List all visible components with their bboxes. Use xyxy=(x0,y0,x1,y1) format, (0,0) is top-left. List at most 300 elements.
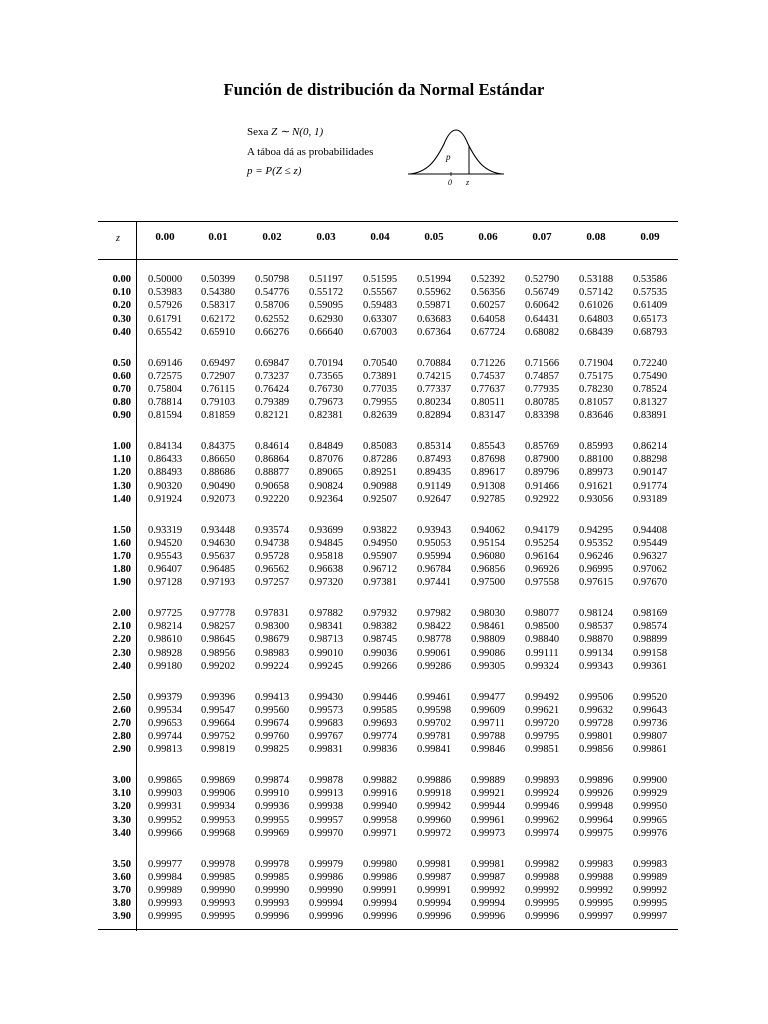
probability-cell: 0.91924 xyxy=(147,493,183,505)
probability-cell: 0.99841 xyxy=(416,744,452,756)
probability-cell: 0.80511 xyxy=(471,397,505,409)
probability-cell: 0.81594 xyxy=(147,410,183,422)
row-z-value: 2.10 xyxy=(112,621,131,633)
probability-cell: 0.96562 xyxy=(254,564,290,576)
probability-cell: 0.53586 xyxy=(632,274,668,285)
bell-curve xyxy=(410,130,502,174)
column-header: 0.02 xyxy=(262,231,282,243)
probability-cell: 0.77637 xyxy=(470,383,506,395)
row-z-value: 3.60 xyxy=(112,871,131,883)
row-z-value: 0.20 xyxy=(112,300,131,312)
probability-cell: 0.99971 xyxy=(362,827,398,839)
probability-cell: 0.92647 xyxy=(416,493,452,505)
probability-cell: 0.99940 xyxy=(362,801,398,813)
probability-cell: 0.98257 xyxy=(200,621,236,633)
probability-cell: 0.57926 xyxy=(147,300,183,312)
probability-cell: 0.99993 xyxy=(200,898,236,910)
probability-cell: 0.64431 xyxy=(524,313,560,325)
probability-cell: 0.99900 xyxy=(632,775,668,786)
probability-cell: 0.79955 xyxy=(362,397,398,409)
probability-cell: 0.99767 xyxy=(308,731,344,743)
probability-cell: 0.95818 xyxy=(308,550,344,562)
probability-cell: 0.97441 xyxy=(416,577,452,589)
probability-cell: 0.54380 xyxy=(200,287,236,299)
probability-cell: 0.98169 xyxy=(632,608,668,619)
probability-cell: 0.69146 xyxy=(147,357,183,369)
probability-cell: 0.50399 xyxy=(200,274,236,285)
intro-line-1-prefix: Sexa xyxy=(247,126,272,138)
probability-cell: 0.96995 xyxy=(578,564,614,576)
probability-cell: 0.99573 xyxy=(308,704,344,716)
probability-cell: 0.84375 xyxy=(200,441,236,452)
probability-cell: 0.96080 xyxy=(470,550,506,562)
probability-cell: 0.99916 xyxy=(362,788,398,800)
table-row xyxy=(0,466,768,479)
probability-cell: 0.93822 xyxy=(362,524,398,536)
probability-cell: 0.68439 xyxy=(578,326,614,338)
probability-cell: 0.99921 xyxy=(470,788,506,800)
probability-cell: 0.91621 xyxy=(578,480,614,492)
table-row xyxy=(0,691,768,704)
row-z-value: 3.70 xyxy=(112,884,131,896)
probability-cell: 0.99961 xyxy=(470,814,506,826)
probability-cell: 0.70194 xyxy=(308,357,344,369)
probability-cell: 0.84849 xyxy=(308,441,344,452)
probability-cell: 0.84614 xyxy=(254,441,290,452)
probability-cell: 0.98610 xyxy=(147,634,183,646)
probability-cell: 0.97725 xyxy=(147,608,183,619)
probability-cell: 0.87076 xyxy=(308,454,344,466)
probability-cell: 0.70884 xyxy=(416,357,452,369)
probability-cell: 0.97982 xyxy=(416,608,452,619)
probability-cell: 0.56749 xyxy=(524,287,560,299)
probability-cell: 0.99886 xyxy=(416,775,452,786)
probability-cell: 0.80785 xyxy=(524,397,560,409)
table-row xyxy=(0,871,768,884)
probability-cell: 0.99836 xyxy=(362,744,398,756)
probability-cell: 0.99560 xyxy=(254,704,290,716)
probability-cell: 0.99991 xyxy=(416,884,452,896)
probability-cell: 0.99795 xyxy=(524,731,560,743)
probability-cell: 0.72907 xyxy=(200,370,236,382)
probability-cell: 0.95907 xyxy=(362,550,398,562)
table-row xyxy=(0,660,768,673)
table-top-rule xyxy=(98,221,678,222)
row-z-value: 0.70 xyxy=(112,383,131,395)
probability-cell: 0.89796 xyxy=(524,467,560,479)
probability-cell: 0.78814 xyxy=(147,397,183,409)
probability-cell: 0.72575 xyxy=(147,370,183,382)
probability-cell: 0.99664 xyxy=(200,717,236,729)
row-z-value: 1.10 xyxy=(112,454,131,466)
probability-cell: 0.90988 xyxy=(362,480,398,492)
probability-cell: 0.81327 xyxy=(632,397,668,409)
table-row xyxy=(0,563,768,576)
probability-cell: 0.62172 xyxy=(200,313,236,325)
probability-cell: 0.55567 xyxy=(362,287,398,299)
probability-cell: 0.92364 xyxy=(308,493,344,505)
probability-cell: 0.99825 xyxy=(254,744,290,756)
table-row xyxy=(0,370,768,383)
table-row xyxy=(0,326,768,339)
probability-cell: 0.71226 xyxy=(470,357,506,369)
probability-cell: 0.51197 xyxy=(309,274,343,285)
table-row xyxy=(0,884,768,897)
probability-cell: 0.85314 xyxy=(416,441,452,452)
table-row xyxy=(0,910,768,923)
probability-cell: 0.92220 xyxy=(254,493,290,505)
probability-cell: 0.90490 xyxy=(200,480,236,492)
probability-cell: 0.86433 xyxy=(147,454,183,466)
row-z-value: 2.50 xyxy=(112,691,131,703)
probability-cell: 0.65173 xyxy=(632,313,668,325)
probability-cell: 0.99948 xyxy=(578,801,614,813)
probability-cell: 0.92073 xyxy=(200,493,236,505)
probability-cell: 0.51595 xyxy=(362,274,398,285)
probability-cell: 0.99991 xyxy=(362,884,398,896)
probability-cell: 0.59871 xyxy=(416,300,452,312)
probability-cell: 0.99980 xyxy=(362,858,398,870)
column-header: 0.04 xyxy=(370,231,390,243)
probability-cell: 0.99946 xyxy=(524,801,560,813)
probability-cell: 0.98928 xyxy=(147,647,183,659)
probability-cell: 0.52392 xyxy=(470,274,506,285)
probability-cell: 0.99720 xyxy=(524,717,560,729)
probability-cell: 0.83147 xyxy=(470,410,506,422)
probability-cell: 0.99547 xyxy=(200,704,236,716)
probability-cell: 0.68793 xyxy=(632,326,668,338)
probability-cell: 0.94408 xyxy=(632,524,668,536)
table-row xyxy=(0,774,768,787)
probability-cell: 0.72240 xyxy=(632,357,668,369)
probability-cell: 0.99361 xyxy=(632,660,668,672)
probability-cell: 0.99621 xyxy=(524,704,560,716)
page-title: Función de distribución da Normal Estándar xyxy=(223,80,545,99)
probability-cell: 0.97257 xyxy=(254,577,290,589)
probability-cell: 0.62930 xyxy=(308,313,344,325)
probability-cell: 0.98214 xyxy=(147,621,183,633)
probability-cell: 0.78230 xyxy=(578,383,614,395)
table-row xyxy=(0,717,768,730)
row-z-value: 0.40 xyxy=(112,326,131,338)
probability-cell: 0.98341 xyxy=(308,621,344,633)
row-z-value: 1.80 xyxy=(112,564,131,576)
probability-cell: 0.99996 xyxy=(470,911,506,923)
probability-cell: 0.99896 xyxy=(578,775,614,786)
table-row xyxy=(0,633,768,646)
probability-cell: 0.99609 xyxy=(470,704,506,716)
probability-cell: 0.99819 xyxy=(200,744,236,756)
probability-cell: 0.99990 xyxy=(254,884,290,896)
probability-cell: 0.99010 xyxy=(308,647,344,659)
probability-cell: 0.99134 xyxy=(578,647,614,659)
probability-cell: 0.94295 xyxy=(578,524,614,536)
diagram-p-label: p xyxy=(446,152,451,162)
probability-cell: 0.99534 xyxy=(147,704,183,716)
probability-cell: 0.99966 xyxy=(147,827,183,839)
probability-cell: 0.87286 xyxy=(362,454,398,466)
probability-cell: 0.74537 xyxy=(470,370,506,382)
probability-cell: 0.99987 xyxy=(470,871,506,883)
probability-cell: 0.99989 xyxy=(147,884,183,896)
probability-cell: 0.59095 xyxy=(308,300,344,312)
column-header: 0.08 xyxy=(586,231,606,243)
probability-cell: 0.73565 xyxy=(308,370,344,382)
probability-cell: 0.58706 xyxy=(254,300,290,312)
probability-cell: 0.55172 xyxy=(308,287,344,299)
probability-cell: 0.99960 xyxy=(416,814,452,826)
probability-cell: 0.99924 xyxy=(524,788,560,800)
probability-cell: 0.99683 xyxy=(308,717,344,729)
probability-cell: 0.99598 xyxy=(416,704,452,716)
probability-cell: 0.99996 xyxy=(524,911,560,923)
probability-cell: 0.97932 xyxy=(362,608,398,619)
row-z-value: 2.60 xyxy=(112,704,131,716)
probability-cell: 0.99702 xyxy=(416,717,452,729)
probability-cell: 0.96407 xyxy=(147,564,183,576)
probability-cell: 0.99981 xyxy=(416,858,452,870)
row-z-value: 0.80 xyxy=(112,397,131,409)
probability-cell: 0.99978 xyxy=(254,858,290,870)
probability-cell: 0.99969 xyxy=(254,827,290,839)
probability-cell: 0.99889 xyxy=(470,775,506,786)
probability-cell: 0.99893 xyxy=(524,775,560,786)
probability-cell: 0.96712 xyxy=(362,564,398,576)
row-z-value: 1.50 xyxy=(112,524,131,536)
probability-cell: 0.99983 xyxy=(632,858,668,870)
probability-cell: 0.90320 xyxy=(147,480,183,492)
table-row xyxy=(0,286,768,299)
probability-cell: 0.98077 xyxy=(524,608,560,619)
probability-cell: 0.98537 xyxy=(578,621,614,633)
probability-cell: 0.92922 xyxy=(524,493,560,505)
probability-cell: 0.93319 xyxy=(147,524,183,536)
table-row xyxy=(0,357,768,370)
row-z-value: 3.20 xyxy=(112,801,131,813)
probability-cell: 0.99992 xyxy=(632,884,668,896)
intro-line-1 xyxy=(247,123,373,143)
probability-cell: 0.79103 xyxy=(200,397,236,409)
probability-cell: 0.93943 xyxy=(416,524,452,536)
probability-cell: 0.97381 xyxy=(362,577,398,589)
probability-cell: 0.99995 xyxy=(578,898,614,910)
probability-cell: 0.87493 xyxy=(416,454,452,466)
probability-cell: 0.63307 xyxy=(362,313,398,325)
row-z-value: 1.70 xyxy=(112,550,131,562)
probability-cell: 0.89435 xyxy=(416,467,452,479)
probability-cell: 0.71566 xyxy=(524,357,560,369)
probability-cell: 0.99996 xyxy=(362,911,398,923)
probability-cell: 0.93699 xyxy=(308,524,344,536)
probability-cell: 0.95994 xyxy=(416,550,452,562)
probability-cell: 0.50798 xyxy=(254,274,290,285)
probability-cell: 0.53983 xyxy=(147,287,183,299)
probability-cell: 0.99996 xyxy=(254,911,290,923)
probability-cell: 0.99985 xyxy=(200,871,236,883)
probability-cell: 0.91149 xyxy=(417,480,451,492)
probability-cell: 0.58317 xyxy=(200,300,236,312)
probability-cell: 0.99918 xyxy=(416,788,452,800)
probability-cell: 0.99986 xyxy=(308,871,344,883)
probability-cell: 0.99878 xyxy=(308,775,344,786)
probability-cell: 0.99061 xyxy=(416,647,452,659)
probability-cell: 0.99957 xyxy=(308,814,344,826)
probability-cell: 0.99446 xyxy=(362,691,398,703)
probability-cell: 0.50000 xyxy=(147,274,183,285)
probability-cell: 0.88493 xyxy=(147,467,183,479)
probability-cell: 0.98745 xyxy=(362,634,398,646)
probability-cell: 0.99396 xyxy=(200,691,236,703)
probability-cell: 0.99972 xyxy=(416,827,452,839)
probability-cell: 0.99950 xyxy=(632,801,668,813)
probability-cell: 0.94738 xyxy=(254,537,290,549)
probability-cell: 0.61791 xyxy=(147,313,183,325)
table-row xyxy=(0,273,768,286)
probability-cell: 0.88877 xyxy=(254,467,290,479)
probability-cell: 0.97062 xyxy=(632,564,668,576)
normal-curve-diagram xyxy=(408,126,504,190)
row-z-value: 0.60 xyxy=(112,370,131,382)
probability-cell: 0.99953 xyxy=(200,814,236,826)
probability-cell: 0.99994 xyxy=(416,898,452,910)
probability-cell: 0.97670 xyxy=(632,577,668,589)
probability-cell: 0.75490 xyxy=(632,370,668,382)
probability-cell: 0.95449 xyxy=(632,537,668,549)
table-row xyxy=(0,396,768,409)
row-z-value: 2.20 xyxy=(112,634,131,646)
probability-cell: 0.95254 xyxy=(524,537,560,549)
probability-cell: 0.99926 xyxy=(578,788,614,800)
probability-cell: 0.99158 xyxy=(632,647,668,659)
probability-cell: 0.99984 xyxy=(147,871,183,883)
probability-cell: 0.99861 xyxy=(632,744,668,756)
probability-cell: 0.99413 xyxy=(254,691,290,703)
probability-cell: 0.99831 xyxy=(308,744,344,756)
probability-cell: 0.96485 xyxy=(200,564,236,576)
probability-cell: 0.98030 xyxy=(470,608,506,619)
row-z-value: 0.50 xyxy=(112,357,131,369)
probability-cell: 0.99324 xyxy=(524,660,560,672)
probability-cell: 0.93574 xyxy=(254,524,290,536)
probability-cell: 0.99973 xyxy=(470,827,506,839)
diagram-zero-label: 0 xyxy=(448,178,452,187)
probability-cell: 0.98778 xyxy=(416,634,452,646)
probability-cell: 0.86864 xyxy=(254,454,290,466)
probability-cell: 0.99874 xyxy=(254,775,290,786)
probability-cell: 0.94062 xyxy=(470,524,506,536)
probability-cell: 0.75804 xyxy=(147,383,183,395)
probability-cell: 0.89251 xyxy=(362,467,398,479)
probability-cell: 0.53188 xyxy=(578,274,614,285)
row-z-value: 3.40 xyxy=(112,827,131,839)
column-header: 0.03 xyxy=(316,231,336,243)
probability-cell: 0.99978 xyxy=(200,858,236,870)
probability-cell: 0.77035 xyxy=(362,383,398,395)
probability-cell: 0.75175 xyxy=(578,370,614,382)
probability-cell: 0.99936 xyxy=(254,801,290,813)
probability-cell: 0.57142 xyxy=(578,287,614,299)
probability-cell: 0.99693 xyxy=(362,717,398,729)
probability-cell: 0.95154 xyxy=(470,537,506,549)
table-row xyxy=(0,814,768,827)
probability-cell: 0.64803 xyxy=(578,313,614,325)
probability-cell: 0.99944 xyxy=(470,801,506,813)
probability-cell: 0.54776 xyxy=(254,287,290,299)
probability-cell: 0.59483 xyxy=(362,300,398,312)
probability-cell: 0.99379 xyxy=(147,691,183,703)
probability-cell: 0.99461 xyxy=(416,691,452,703)
probability-cell: 0.78524 xyxy=(632,383,668,395)
probability-cell: 0.76424 xyxy=(254,383,290,395)
probability-cell: 0.98422 xyxy=(416,621,452,633)
probability-cell: 0.90147 xyxy=(632,467,668,479)
probability-cell: 0.94630 xyxy=(200,537,236,549)
probability-cell: 0.99993 xyxy=(254,898,290,910)
probability-cell: 0.99970 xyxy=(308,827,344,839)
probability-cell: 0.99585 xyxy=(362,704,398,716)
table-bottom-rule xyxy=(98,929,678,930)
table-row xyxy=(0,704,768,717)
probability-cell: 0.73237 xyxy=(254,370,290,382)
probability-cell: 0.91466 xyxy=(524,480,560,492)
probability-cell: 0.70540 xyxy=(362,357,398,369)
table-row xyxy=(0,440,768,453)
probability-cell: 0.63683 xyxy=(416,313,452,325)
probability-cell: 0.96164 xyxy=(524,550,560,562)
probability-cell: 0.99202 xyxy=(200,660,236,672)
probability-cell: 0.92507 xyxy=(362,493,398,505)
probability-cell: 0.95637 xyxy=(200,550,236,562)
probability-cell: 0.99477 xyxy=(470,691,506,703)
probability-cell: 0.99994 xyxy=(362,898,398,910)
probability-cell: 0.76730 xyxy=(308,383,344,395)
table-row xyxy=(0,620,768,633)
row-z-value: 2.40 xyxy=(112,660,131,672)
probability-cell: 0.98382 xyxy=(362,621,398,633)
table-row xyxy=(0,827,768,840)
probability-cell: 0.93189 xyxy=(632,493,668,505)
table-row xyxy=(0,480,768,493)
probability-cell: 0.99807 xyxy=(632,731,668,743)
probability-cell: 0.88298 xyxy=(632,454,668,466)
probability-cell: 0.99846 xyxy=(470,744,506,756)
probability-cell: 0.98645 xyxy=(200,634,236,646)
table-row xyxy=(0,743,768,756)
probability-cell: 0.99086 xyxy=(470,647,506,659)
probability-cell: 0.99989 xyxy=(632,871,668,883)
probability-cell: 0.88100 xyxy=(578,454,614,466)
probability-cell: 0.99996 xyxy=(416,911,452,923)
table-row xyxy=(0,787,768,800)
probability-cell: 0.99995 xyxy=(524,898,560,910)
table-row xyxy=(0,537,768,550)
probability-cell: 0.99744 xyxy=(147,731,183,743)
probability-cell: 0.99036 xyxy=(362,647,398,659)
table-row xyxy=(0,409,768,422)
probability-cell: 0.99992 xyxy=(524,884,560,896)
probability-cell: 0.99788 xyxy=(470,731,506,743)
probability-cell: 0.66276 xyxy=(254,326,290,338)
probability-cell: 0.65910 xyxy=(200,326,236,338)
probability-cell: 0.94520 xyxy=(147,537,183,549)
probability-cell: 0.99993 xyxy=(147,898,183,910)
probability-cell: 0.97193 xyxy=(200,577,236,589)
probability-cell: 0.67364 xyxy=(416,326,452,338)
row-z-value: 0.00 xyxy=(112,274,131,285)
probability-cell: 0.96327 xyxy=(632,550,668,562)
table-row xyxy=(0,550,768,563)
row-z-value: 0.10 xyxy=(112,287,131,299)
